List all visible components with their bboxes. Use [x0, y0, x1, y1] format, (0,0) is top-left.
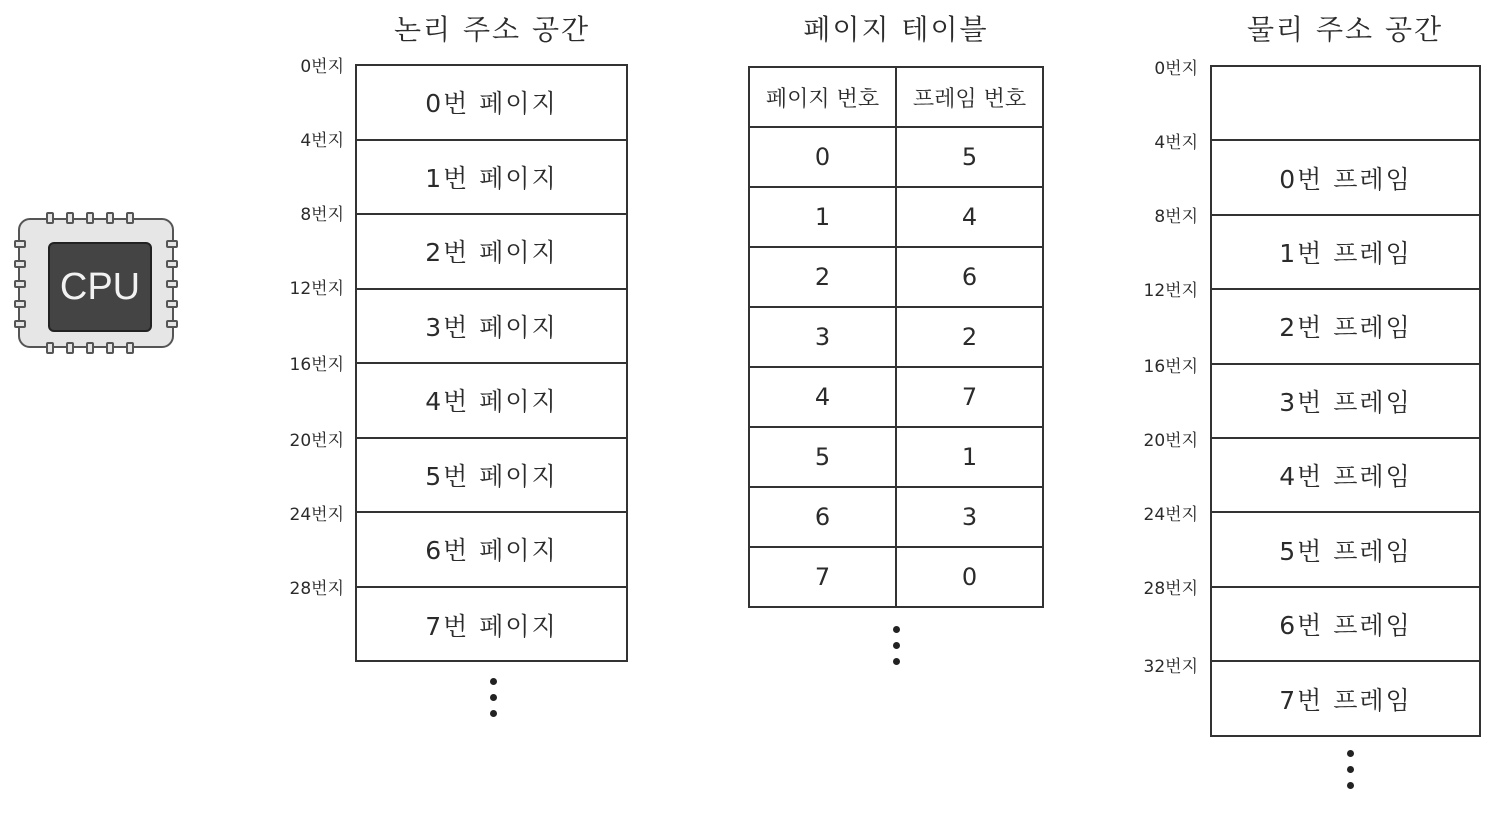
cpu-pin	[126, 212, 134, 224]
logical-address-label: 8번지	[300, 205, 344, 225]
frame-number-cell: 1	[896, 427, 1043, 487]
table-row	[749, 427, 1043, 487]
logical-address-space	[355, 64, 628, 662]
physical-frame-cell: 6번 프레임	[1212, 588, 1479, 662]
frame-number-cell: 5	[896, 127, 1043, 187]
table-row	[749, 487, 1043, 547]
cpu-pin	[14, 300, 26, 308]
page-number-cell: 6	[749, 487, 896, 547]
logical-address-label: 12번지	[289, 279, 344, 299]
physical-address-label: 32번지	[1143, 657, 1198, 677]
cpu-pin	[166, 240, 178, 248]
table-row	[749, 127, 1043, 187]
page-number-cell: 7	[749, 547, 896, 607]
cpu-pin	[166, 280, 178, 288]
cpu-pin	[46, 212, 54, 224]
physical-continuation-dots	[1347, 750, 1354, 789]
frame-number-cell: 3	[896, 487, 1043, 547]
cpu-chip-body	[18, 218, 174, 348]
frame-number-cell: 4	[896, 187, 1043, 247]
physical-address-label: 20번지	[1143, 431, 1198, 451]
cpu-pin	[14, 240, 26, 248]
logical-address-label: 4번지	[300, 131, 344, 151]
logical-address-label: 20번지	[289, 431, 344, 451]
physical-address-label: 12번지	[1143, 281, 1198, 301]
table-row	[749, 367, 1043, 427]
physical-frame-cell: 0번 프레임	[1212, 141, 1479, 215]
cpu-pin	[166, 320, 178, 328]
page-number-cell: 4	[749, 367, 896, 427]
physical-address-label: 24번지	[1143, 505, 1198, 525]
cpu-pin	[14, 260, 26, 268]
logical-page-cell: 5번 페이지	[357, 439, 626, 514]
logical-page-cell: 3번 페이지	[357, 290, 626, 365]
frame-number-cell: 2	[896, 307, 1043, 367]
frame-number-cell: 7	[896, 367, 1043, 427]
logical-page-cell: 1번 페이지	[357, 141, 626, 216]
frame-number-header: 프레임 번호	[896, 67, 1043, 127]
physical-address-space	[1210, 65, 1481, 737]
logical-page-cell: 2번 페이지	[357, 215, 626, 290]
logical-address-label: 24번지	[289, 505, 344, 525]
cpu-pin	[14, 280, 26, 288]
cpu-pin	[106, 342, 114, 354]
physical-frame-cell: 2번 프레임	[1212, 290, 1479, 364]
page-number-cell: 0	[749, 127, 896, 187]
cpu-pin	[66, 212, 74, 224]
page-table-title: 페이지 테이블	[803, 13, 989, 46]
page-table-header-row	[749, 67, 1043, 127]
page-number-header: 페이지 번호	[749, 67, 896, 127]
physical-space-title: 물리 주소 공간	[1246, 13, 1444, 46]
page-number-cell: 2	[749, 247, 896, 307]
table-row	[749, 247, 1043, 307]
cpu-pin	[166, 300, 178, 308]
table-row	[749, 547, 1043, 607]
logical-continuation-dots	[490, 678, 497, 717]
cpu-pin	[86, 342, 94, 354]
physical-frame-cell: 3번 프레임	[1212, 365, 1479, 439]
cpu-chip	[14, 212, 178, 354]
physical-frame-cell: 4번 프레임	[1212, 439, 1479, 513]
physical-frame-cell: 5번 프레임	[1212, 513, 1479, 587]
physical-address-label: 8번지	[1154, 207, 1198, 227]
table-row	[749, 187, 1043, 247]
logical-page-cell: 7번 페이지	[425, 611, 558, 641]
physical-frame-cell: 7번 프레임	[1279, 686, 1412, 716]
page-number-cell: 3	[749, 307, 896, 367]
frame-number-cell: 0	[896, 547, 1043, 607]
physical-address-label: 4번지	[1154, 133, 1198, 153]
cpu-pin	[46, 342, 54, 354]
physical-address-label: 0번지	[1154, 59, 1198, 79]
page-number-cell: 1	[749, 187, 896, 247]
physical-address-label: 16번지	[1143, 357, 1198, 377]
cpu-pin	[86, 212, 94, 224]
cpu-pin	[166, 260, 178, 268]
logical-address-label: 28번지	[289, 579, 344, 599]
page-table-continuation-dots	[893, 626, 900, 665]
logical-address-label: 16번지	[289, 355, 344, 375]
page-table	[748, 66, 1044, 608]
cpu-pin	[126, 342, 134, 354]
logical-space-title: 논리 주소 공간	[393, 13, 591, 46]
frame-number-cell: 6	[896, 247, 1043, 307]
physical-frame-cell	[1212, 67, 1479, 141]
logical-address-label: 0번지	[300, 57, 344, 77]
logical-page-cell: 4번 페이지	[357, 364, 626, 439]
page-number-cell: 5	[749, 427, 896, 487]
physical-address-label: 28번지	[1143, 579, 1198, 599]
cpu-label: CPU	[48, 242, 152, 332]
cpu-pin	[66, 342, 74, 354]
physical-frame-cell: 1번 프레임	[1212, 216, 1479, 290]
cpu-pin	[106, 212, 114, 224]
logical-page-cell: 6번 페이지	[357, 513, 626, 588]
logical-page-cell: 0번 페이지	[357, 66, 626, 141]
cpu-pin	[14, 320, 26, 328]
table-row	[749, 307, 1043, 367]
